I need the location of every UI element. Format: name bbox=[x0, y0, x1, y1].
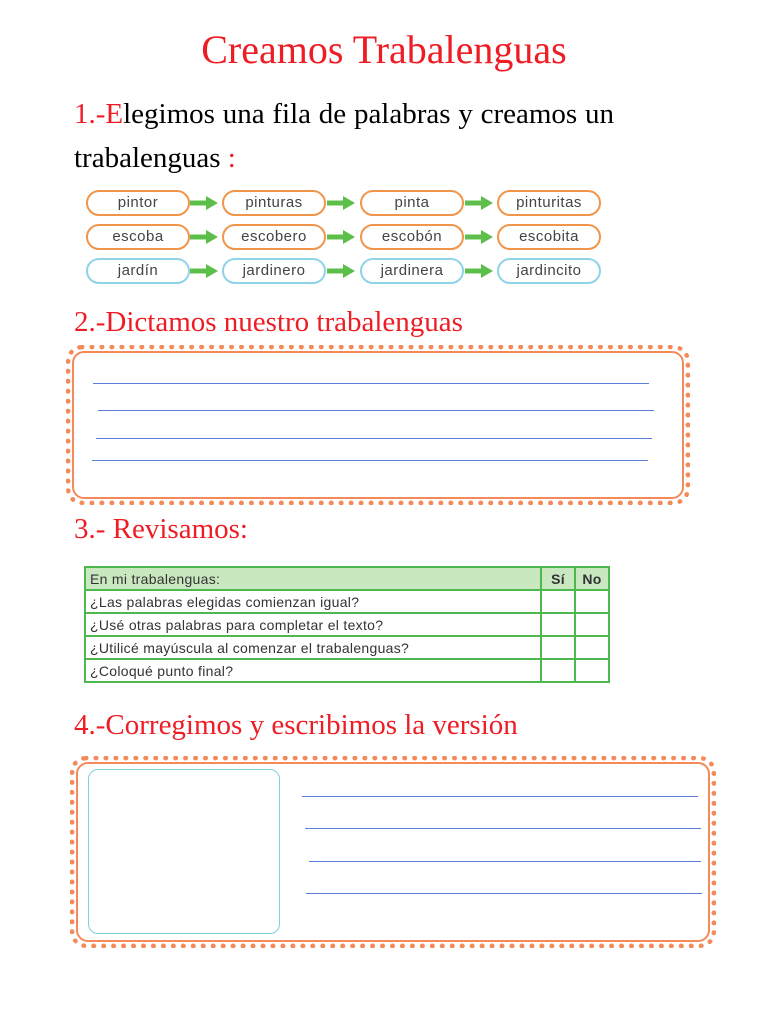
table-row bbox=[85, 659, 609, 682]
word-pill: escobita bbox=[497, 224, 601, 250]
arrow-right-icon bbox=[190, 230, 218, 244]
check-si-cell[interactable] bbox=[541, 659, 575, 682]
check-si-cell[interactable] bbox=[541, 613, 575, 636]
table-row bbox=[85, 613, 609, 636]
word-pill: escoba bbox=[86, 224, 190, 250]
word-pill: pinturas bbox=[222, 190, 326, 216]
arrow-right-icon bbox=[190, 264, 218, 278]
checklist-question: ¿Coloqué punto final? bbox=[85, 659, 541, 682]
drawing-box[interactable] bbox=[88, 769, 280, 934]
section-1-number: 1.-E bbox=[74, 98, 124, 130]
word-pill: jardín bbox=[86, 258, 190, 284]
arrow-right-icon bbox=[327, 264, 355, 278]
writing-line[interactable] bbox=[305, 828, 701, 829]
arrow-right-icon bbox=[465, 230, 493, 244]
table-header-row bbox=[85, 567, 609, 590]
writing-line[interactable] bbox=[306, 893, 702, 894]
word-pill: escobón bbox=[360, 224, 464, 250]
arrow-right-icon bbox=[190, 196, 218, 210]
word-pill: pinta bbox=[360, 190, 464, 216]
review-checklist-table bbox=[84, 566, 610, 683]
section-1-text: legimos una fila de palabras y creamos un trabalenguas bbox=[74, 98, 614, 174]
word-pill: escobero bbox=[222, 224, 326, 250]
writing-line[interactable] bbox=[302, 796, 698, 797]
writing-line[interactable] bbox=[93, 383, 649, 384]
section-1-instruction bbox=[74, 92, 614, 180]
arrow-right-icon bbox=[465, 264, 493, 278]
word-pill: jardinero bbox=[222, 258, 326, 284]
writing-line[interactable] bbox=[309, 861, 701, 862]
section-2-heading: 2.-Dictamos nuestro trabalenguas bbox=[74, 306, 463, 338]
table-row bbox=[85, 590, 609, 613]
check-no-cell[interactable] bbox=[575, 613, 609, 636]
writing-frame-1-border bbox=[72, 351, 684, 499]
section-1-colon: : bbox=[227, 142, 236, 174]
writing-line[interactable] bbox=[92, 460, 648, 461]
table-row bbox=[85, 636, 609, 659]
check-no-cell[interactable] bbox=[575, 659, 609, 682]
check-no-cell[interactable] bbox=[575, 590, 609, 613]
column-no-header: No bbox=[575, 567, 609, 590]
page-title: Creamos Trabalenguas bbox=[201, 27, 567, 72]
checklist-question: ¿Las palabras elegidas comienzan igual? bbox=[85, 590, 541, 613]
check-si-cell[interactable] bbox=[541, 636, 575, 659]
word-pill: jardincito bbox=[497, 258, 601, 284]
writing-line[interactable] bbox=[96, 438, 652, 439]
arrow-right-icon bbox=[327, 196, 355, 210]
word-pill: pintor bbox=[86, 190, 190, 216]
section-3-heading: 3.- Revisamos: bbox=[74, 513, 248, 545]
table-header-label: En mi trabalenguas: bbox=[85, 567, 541, 590]
writing-line[interactable] bbox=[98, 410, 654, 411]
check-no-cell[interactable] bbox=[575, 636, 609, 659]
section-4-heading: 4.-Corregimos y escribimos la versión bbox=[74, 709, 518, 741]
column-si-header: Sí bbox=[541, 567, 575, 590]
word-pill: pinturitas bbox=[497, 190, 601, 216]
checklist-question: ¿Utilicé mayúscula al comenzar el trabalenguas? bbox=[85, 636, 541, 659]
arrow-right-icon bbox=[327, 230, 355, 244]
check-si-cell[interactable] bbox=[541, 590, 575, 613]
word-pill: jardinera bbox=[360, 258, 464, 284]
checklist-question: ¿Usé otras palabras para completar el texto? bbox=[85, 613, 541, 636]
arrow-right-icon bbox=[465, 196, 493, 210]
